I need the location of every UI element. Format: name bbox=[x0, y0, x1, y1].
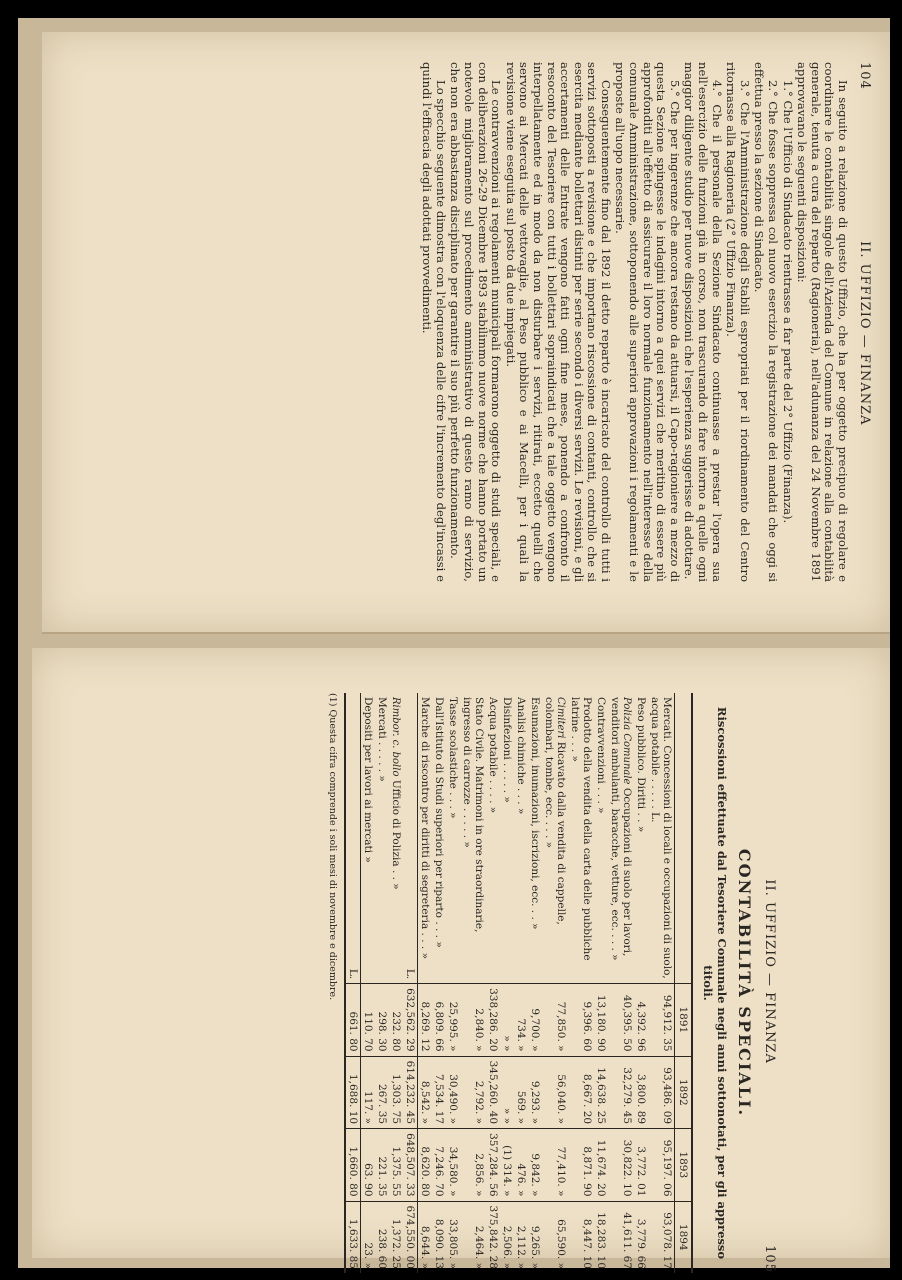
row-label bbox=[648, 693, 675, 984]
cell-value: 674,550. 00 bbox=[403, 1201, 418, 1273]
cell-value: 8,542. » bbox=[418, 1056, 433, 1128]
cell-value: 117. » bbox=[361, 1056, 376, 1128]
cell-value: 221. 35 bbox=[375, 1129, 389, 1201]
row-group-label: Rimbor. c. bollo bbox=[390, 697, 401, 777]
table-row bbox=[418, 693, 433, 1273]
cell-value: 93,486. 09 bbox=[648, 1056, 675, 1128]
cell-value: 267. 35 bbox=[375, 1056, 389, 1128]
cell-value: 9,842. » bbox=[528, 1129, 542, 1201]
cell-value: 1,303. 75 bbox=[389, 1056, 403, 1128]
cell-value: 3,779. 66 bbox=[634, 1201, 648, 1273]
cell-value: 30,822. 10 bbox=[608, 1129, 634, 1201]
paragraph: Conseguentemente fino dal 1892 il detto reparto è incaricato del controllo di tutti i servizi sottoposti a revisione e che importano riscossione di contanti, controllo che si esercita mediante bollettari distinti per serie secondo i diversi servizi. Le revisioni, e gli accertamenti delle Entrate vengono fatti ogni fine mese, ponendo a confronto il resoconto del Tesoriere con tutti i bollettari sopraindicati che a tale oggetto vengono interpellatamente ed in modo da non disturbare i servizi, ritirati, eccetto quelli che servono ai Mercati delle vettovaglie, al Peso pubblico e ai Macelli, per i quali la revisione viene eseguita sul posto da due impiegati. bbox=[503, 62, 613, 582]
paragraph: 2.° Che fosse soppressa col nuovo esercizio la registrazione dei mandati che oggi si effettua presso la sezione di Sindacato. bbox=[752, 62, 781, 582]
row-label bbox=[361, 693, 376, 984]
paragraph: Lo specchio seguente dimostra con l'eloquenza delle cifre l'incremento degl'incassi e quindi l'efficacia degli adottati provvedimenti. bbox=[420, 62, 448, 582]
table-row bbox=[361, 693, 376, 1273]
row-label bbox=[418, 693, 433, 984]
row-label bbox=[486, 693, 500, 984]
row-label bbox=[634, 693, 648, 984]
cell-value: 95,197. 06 bbox=[648, 1129, 675, 1201]
section-subtitle: Riscossioni effettuate dal Tesoriere Comunale negli anni sottonotati, per gli appresso titoli. bbox=[701, 706, 729, 1260]
table-row bbox=[608, 693, 634, 1273]
cell-value: 7,534. 17 bbox=[432, 1056, 446, 1128]
paragraph: 4.° Che il personale della Sezione Sindacato continuasse a prestar l'opera sua nell'esercizio delle funzioni già in corso, non trascurando di fare intorno a quelle ogni maggior diligente studio per nuove disposizioni che l'esperienza suggerisse di adottare. bbox=[682, 62, 724, 582]
cell-value: 2,856. » bbox=[460, 1129, 486, 1201]
row-label bbox=[500, 693, 514, 984]
cell-value: 8,447. 10 bbox=[568, 1201, 594, 1273]
row-label-text: Analisi chimiche . . . » bbox=[515, 697, 527, 815]
cell-value: 3,772. 01 bbox=[634, 1129, 648, 1201]
cell-value: 2,792. » bbox=[460, 1056, 486, 1128]
table-row bbox=[514, 693, 528, 1273]
table-row bbox=[446, 693, 460, 1273]
cell-value: 63. 90 bbox=[361, 1129, 376, 1201]
cell-value: 632,562. 29 bbox=[403, 984, 418, 1056]
paragraph: 3.° Che l'Amministrazione degli Stabili espropriati per il riordinamento del Centro ritornasse alla Ragioneria (2° Uffizio Finanza). bbox=[724, 62, 752, 582]
row-label bbox=[542, 693, 568, 984]
row-label-text: Stato Civile. Matrimoni in ore straordinarie, ingresso di carrozze . . . . . » bbox=[461, 697, 485, 933]
row-label bbox=[345, 693, 361, 984]
table-row bbox=[500, 693, 514, 1273]
cell-value: 8,269. 12 bbox=[418, 984, 433, 1056]
open-book bbox=[18, 18, 890, 1273]
row-label bbox=[375, 693, 389, 984]
cell-value: 734. » bbox=[514, 984, 528, 1056]
row-label-text: Acqua potabile . . . . » bbox=[487, 697, 499, 814]
running-head: II. UFFIZIO — FINANZA bbox=[857, 241, 872, 426]
section-title: CONTABILITÀ SPECIALI. bbox=[735, 848, 754, 1118]
row-label-text: Dall'Istituto di Studi superiori per riparto . . . » bbox=[433, 697, 445, 948]
row-label-text: Ricavato dalla vendita di cappelle, colombari, tombe, ecc. . . . » bbox=[543, 697, 567, 925]
cell-value: 1,372. 25 bbox=[389, 1201, 403, 1273]
table-row bbox=[634, 693, 648, 1273]
header-spacer bbox=[857, 577, 872, 582]
cell-value: (1) 314. » bbox=[500, 1129, 514, 1201]
cell-value: 8,667. 20 bbox=[568, 1056, 594, 1128]
row-label bbox=[403, 693, 418, 984]
table-row bbox=[432, 693, 446, 1273]
cell-value: 614,232. 45 bbox=[403, 1056, 418, 1128]
table-row bbox=[648, 693, 675, 1273]
row-label bbox=[594, 693, 608, 984]
table-row bbox=[528, 693, 542, 1273]
row-label bbox=[446, 693, 460, 984]
cell-value: 14,638. 25 bbox=[594, 1056, 608, 1128]
cell-value: 8,871. 90 bbox=[568, 1129, 594, 1201]
cell-value: » » bbox=[500, 1056, 514, 1128]
year-header: 1892 bbox=[675, 1056, 693, 1128]
table-header-row bbox=[675, 693, 693, 1273]
row-label-text: Disinfezioni . . . . . » bbox=[501, 697, 513, 803]
cell-value: 1,375. 55 bbox=[389, 1129, 403, 1201]
cell-value: 9,396. 60 bbox=[568, 984, 594, 1056]
row-label bbox=[528, 693, 542, 984]
table-row bbox=[568, 693, 594, 1273]
cell-value: 2,840. » bbox=[460, 984, 486, 1056]
cell-value: 8,090. 13 bbox=[432, 1201, 446, 1273]
row-label bbox=[514, 693, 528, 984]
row-label-text: Tasse scolastiche . . . » bbox=[447, 697, 459, 819]
footnote: (1) Questa cifra comprende i soli mesi di novembre e dicembre. bbox=[327, 693, 338, 1001]
cell-value: 77,410. » bbox=[542, 1129, 568, 1201]
cell-value: 345,260. 40 bbox=[486, 1056, 500, 1128]
table-row bbox=[345, 693, 361, 1273]
page-105-content bbox=[87, 693, 777, 1273]
cell-value: 11,674. 20 bbox=[594, 1129, 608, 1201]
table-row bbox=[542, 693, 568, 1273]
row-label-text: Mercati . . . . . » bbox=[376, 697, 388, 782]
row-group-label: Cimiteri bbox=[555, 697, 566, 739]
page-number: 104 bbox=[857, 62, 872, 90]
cell-value: 1,660. 80 bbox=[345, 1129, 361, 1201]
cell-value: 40,395. 50 bbox=[608, 984, 634, 1056]
page-number: 105 bbox=[762, 1245, 777, 1273]
cell-value: 8,644. » bbox=[418, 1201, 433, 1273]
row-label bbox=[432, 693, 446, 984]
table-row bbox=[389, 693, 403, 1273]
cell-value: 2,112. » bbox=[514, 1201, 528, 1273]
cell-value: 2,506. » bbox=[500, 1201, 514, 1273]
cell-value: 56,040. » bbox=[542, 1056, 568, 1128]
cell-value: 1,633. 85 bbox=[345, 1201, 361, 1273]
cell-value: 375,842. 28 bbox=[486, 1201, 500, 1273]
row-label-text: Prodotto della vendita della carta delle pubbliche latrine . . . » bbox=[569, 697, 593, 961]
table-row bbox=[460, 693, 486, 1273]
page-105-header bbox=[762, 693, 777, 1273]
cell-value: 3,800. 89 bbox=[634, 1056, 648, 1128]
row-label-text: Occupazioni di suolo per lavori, venditori ambulanti, baracche, vetture, ecc. . . . » bbox=[609, 697, 633, 961]
row-label-text: Mercati. Concessioni di locali e occupazioni di suolo, acqua potabile . . . . . L. bbox=[649, 697, 673, 979]
page-104-body bbox=[420, 62, 849, 582]
cell-value: 30,490. » bbox=[446, 1056, 460, 1128]
cell-value: 7,246. 70 bbox=[432, 1129, 446, 1201]
row-label-text: Contravvenzioni . . . » bbox=[595, 697, 607, 814]
cell-value: 13,180. 90 bbox=[594, 984, 608, 1056]
table-row bbox=[594, 693, 608, 1273]
page-104-header bbox=[857, 62, 872, 582]
cell-value: 338,286. 20 bbox=[486, 984, 500, 1056]
row-label bbox=[568, 693, 594, 984]
table-row bbox=[375, 693, 389, 1273]
row-label bbox=[460, 693, 486, 984]
year-header: 1893 bbox=[675, 1129, 693, 1201]
paragraph: In seguito a relazione di questo Uffizio, che ha per oggetto precipuo di regolare e coordinare le contabilità singole dell'Azienda del Comune in relazione alla contabilità generale, tenuta a cura del reparto (Ragioneria), nell'adunanza del 24 Novembre 1891 approvavano le seguenti disposizioni: bbox=[795, 62, 850, 582]
paragraph: 1.° Che l'Ufficio di Sindacato rientrasse a far parte del 2° Uffizio (Finanza). bbox=[780, 80, 795, 524]
page-104-content bbox=[252, 62, 872, 582]
cell-value: 569. » bbox=[514, 1056, 528, 1128]
cell-value: 9,293. » bbox=[528, 1056, 542, 1128]
cell-value: 4,392. 96 bbox=[634, 984, 648, 1056]
receipts-table bbox=[344, 693, 693, 1273]
cell-value: 9,700. » bbox=[528, 984, 542, 1056]
cell-value: 1,688. 10 bbox=[345, 1056, 361, 1128]
row-label-text: L. bbox=[404, 968, 416, 980]
paragraph: 5.° Che per ingerenze che ancora restano da attuarsi, il Capo-ragioniere a mezzo di questa Sezione spingesse le indagini intorno a quei servizi che meritino di essere più approfonditi all'effetto di assicurare il loro normale funzionamento nell'interesse della comunale Amministrazione, sottoponendo alle superiori approvazioni i regolamenti e le proposte all'uopo necessarie. bbox=[613, 62, 682, 582]
cell-value: 110. 70 bbox=[361, 984, 376, 1056]
cell-value: 33,805. » bbox=[446, 1201, 460, 1273]
row-label bbox=[608, 693, 634, 984]
cell-value: 2,464. » bbox=[460, 1201, 486, 1273]
cell-value: 298. 30 bbox=[375, 984, 389, 1056]
header-spacer bbox=[762, 693, 777, 698]
row-label-text: L. bbox=[347, 968, 359, 980]
cell-value: 65,590. » bbox=[542, 1201, 568, 1273]
cell-value: 18,283. 10 bbox=[594, 1201, 608, 1273]
cell-value: 238. 60 bbox=[375, 1201, 389, 1273]
row-label-text: Depositi per lavori ai mercati » bbox=[362, 697, 374, 863]
row-label-text: Marche di riscontro per diritti di segreteria . . . » bbox=[419, 697, 431, 959]
cell-value: 9,265. » bbox=[528, 1201, 542, 1273]
cell-value: 8,620. 80 bbox=[418, 1129, 433, 1201]
cell-value: 661. 80 bbox=[345, 984, 361, 1056]
year-header: 1891 bbox=[675, 984, 693, 1056]
cell-value: 648,507. 33 bbox=[403, 1129, 418, 1201]
cell-value: 476. » bbox=[514, 1129, 528, 1201]
cell-value: 93,078. 17 bbox=[648, 1201, 675, 1273]
year-header: 1894 bbox=[675, 1201, 693, 1273]
page-105 bbox=[32, 648, 890, 1273]
cell-value: 34,580. » bbox=[446, 1129, 460, 1201]
cell-value: 94,912. 35 bbox=[648, 984, 675, 1056]
row-label bbox=[389, 693, 403, 984]
cell-value: 25,995. » bbox=[446, 984, 460, 1056]
row-group-label: Polizia Comunale bbox=[621, 697, 632, 785]
cell-value: 32,279. 45 bbox=[608, 1056, 634, 1128]
running-head: II. UFFIZIO — FINANZA bbox=[762, 879, 777, 1064]
label-header bbox=[675, 693, 693, 984]
page-104 bbox=[42, 32, 890, 634]
row-label-text: Esumazioni, inumazioni, iscrizioni, ecc. . . » bbox=[529, 697, 541, 930]
cell-value: 6,809. 66 bbox=[432, 984, 446, 1056]
paragraph: Le contravvenzioni ai regolamenti municipali formarono oggetto di studi speciali, e con deliberazioni 26-29 Dicembre 1893 stabilimmo nuove norme che hanno portato un notevole miglioramento sul procedimento amministrativo di questo ramo di servizio, che non era abbastanza disciplinato per garantire il suo più perfetto funzionamento. bbox=[448, 62, 504, 582]
cell-value: 41,611. 67 bbox=[608, 1201, 634, 1273]
cell-value: 357,284. 56 bbox=[486, 1129, 500, 1201]
row-label-text: Ufficio di Polizia . . » bbox=[390, 779, 402, 890]
table-body bbox=[345, 693, 675, 1273]
cell-value: 77,850. » bbox=[542, 984, 568, 1056]
cell-value: » » bbox=[500, 984, 514, 1056]
cell-value: 23. » bbox=[361, 1201, 376, 1273]
cell-value: 232. 80 bbox=[389, 984, 403, 1056]
table-row bbox=[486, 693, 500, 1273]
table-row bbox=[403, 693, 418, 1273]
row-label-text: Peso pubblico. Diritti . . » bbox=[635, 697, 647, 833]
